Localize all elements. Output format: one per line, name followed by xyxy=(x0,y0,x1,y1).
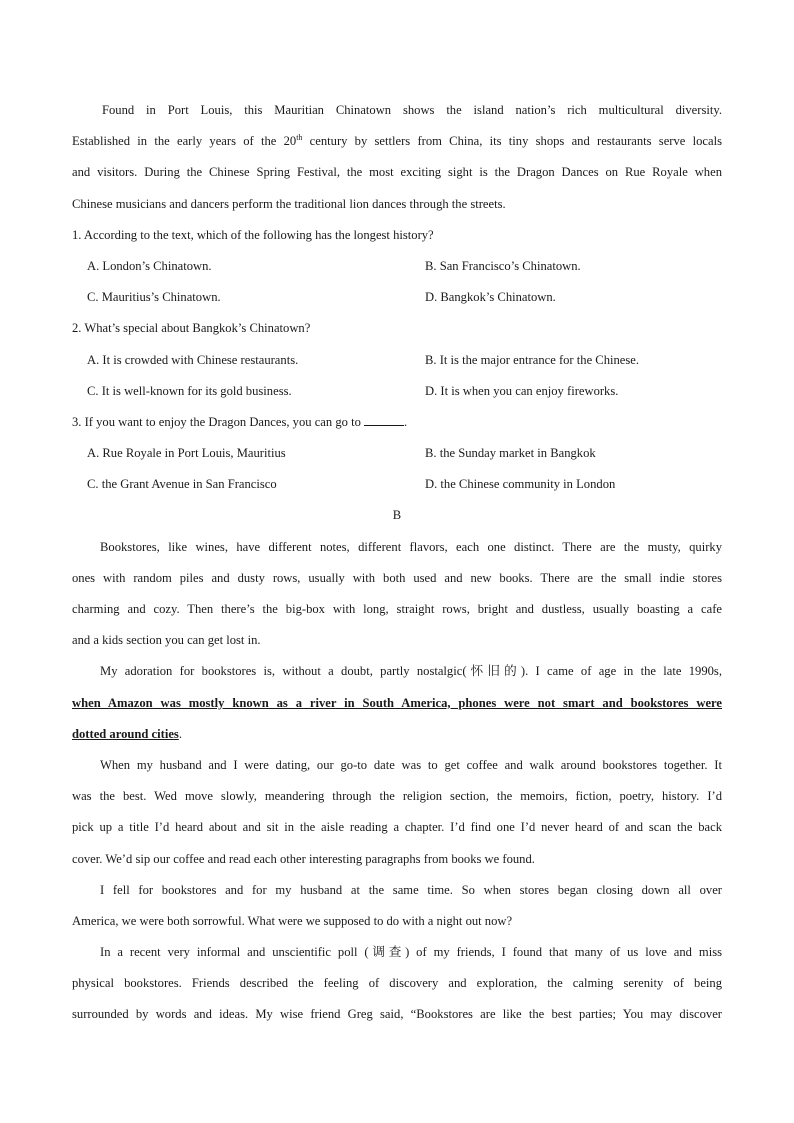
question-1-option-d: D. Bangkok’s Chinatown. xyxy=(425,290,556,305)
question-3-option-b: B. the Sunday market in Bangkok xyxy=(425,446,596,461)
question-2-option-c: C. It is well-known for its gold business. xyxy=(87,383,292,398)
section-b-p1-line-1: Bookstores, like wines, have different notes, different flavors, each one distinct. There are the musty, quirky xyxy=(100,539,722,554)
passage-a-line-4: Chinese musicians and dancers perform the traditional lion dances through the streets. xyxy=(72,196,506,211)
section-b-p2-line-3-end: . xyxy=(178,726,182,741)
section-b-p5-line-2: physical bookstores. Friends described the feeling of discovery and exploration, the calming serenity of being xyxy=(72,976,722,991)
passage-a-line-1: Found in Port Louis, this Mauritian Chinatown shows the island nation’s rich multicultural diversity. xyxy=(102,103,722,117)
question-2-option-b: B. It is the major entrance for the Chinese. xyxy=(425,352,640,367)
section-b-p2-line-2-highlight: when Amazon was mostly known as a river in South America, phones were not smart and bookstores were xyxy=(72,695,722,710)
section-b-p4-line-2: America, we were both sorrowful. What were we supposed to do with a night out now? xyxy=(72,913,513,928)
question-1-options-row-1 xyxy=(72,251,722,282)
question-3-option-d: D. the Chinese community in London xyxy=(425,477,616,492)
question-3-option-a: A. Rue Royale in Port Louis, Mauritius xyxy=(87,446,286,461)
section-b-p3-line-1: When my husband and I were dating, our go-to date was to get coffee and walk around bookstores together. It xyxy=(100,757,722,772)
section-b-p2-line-3-highlight: dotted around cities xyxy=(72,726,179,741)
passage-a-line-2-pre: Established in the early years of the 20 xyxy=(72,134,297,149)
section-b-p3-line-2: was the best. Wed move slowly, meandering through the religion section, the memoirs, fiction, poetry, history. I’d xyxy=(72,789,722,804)
answer-blank xyxy=(364,415,404,426)
passage-a-line-3: and visitors. During the Chinese Spring Festival, the most exciting sight is the Dragon Dances on Rue Royale when xyxy=(72,165,722,180)
section-b-p4-line-1: I fell for bookstores and for my husband at the same time. So when stores began closing down all over xyxy=(100,882,722,897)
passage-a-line-2 xyxy=(72,126,722,157)
question-3-stem-end: . xyxy=(404,414,408,429)
section-b-p1-line-2: ones with random piles and dusty rows, usually with both used and new books. There are the small indie stores xyxy=(72,570,722,585)
section-b-heading: B xyxy=(392,508,402,523)
section-b-p2-line-1: My adoration for bookstores is, without a doubt, partly nostalgic(怀旧的). I came of age in the late 1990s, xyxy=(100,664,722,679)
question-2-options-row-1 xyxy=(72,345,722,376)
section-b-p1-line-3: charming and cozy. Then there’s the big-box with long, straight rows, bright and dustless, usually boasting a cafe xyxy=(72,602,722,616)
superscript-th: th xyxy=(296,133,303,142)
section-b-p3-line-4: cover. We’d sip our coffee and read each other interesting paragraphs from books we found. xyxy=(72,851,535,866)
question-3-stem: 3. If you want to enjoy the Dragon Dances, you can go to xyxy=(72,414,361,429)
question-1-option-c: C. Mauritius’s Chinatown. xyxy=(87,290,221,305)
section-b-p2-line-3 xyxy=(72,719,722,750)
question-3-options-row-1 xyxy=(72,438,722,469)
question-2-stem: 2. What’s special about Bangkok’s Chinatown? xyxy=(72,321,311,336)
question-1-option-b: B. San Francisco’s Chinatown. xyxy=(425,258,581,273)
question-2-option-a: A. It is crowded with Chinese restaurants. xyxy=(87,352,299,367)
section-b-p1-line-4: and a kids section you can get lost in. xyxy=(72,633,261,648)
question-3-option-c: C. the Grant Avenue in San Francisco xyxy=(87,477,277,492)
section-b-p3-line-3: pick up a title I’d heard about and sit in the aisle reading a chapter. I’d find one I’d never heard of and scan the back xyxy=(72,820,722,835)
question-1-option-a: A. London’s Chinatown. xyxy=(87,258,212,273)
question-2-options-row-2 xyxy=(72,376,722,407)
section-b-p5-line-3: surrounded by words and ideas. My wise friend Greg said, “Bookstores are like the best parties; You may discover xyxy=(72,1007,722,1022)
question-2-option-d: D. It is when you can enjoy fireworks. xyxy=(425,383,619,398)
section-b-p5-line-1: In a recent very informal and unscientific poll (调查) of my friends, I found that many of us love and miss xyxy=(100,945,722,960)
document-page xyxy=(72,95,722,1031)
question-1-stem: 1. According to the text, which of the following has the longest history? xyxy=(72,227,434,242)
passage-a-line-2-post: century by settlers from China, its tiny shops and restaurants serve locals xyxy=(302,134,722,149)
question-1-options-row-2 xyxy=(72,282,722,313)
question-3-options-row-2 xyxy=(72,469,722,500)
question-3-stem-line xyxy=(72,407,722,438)
